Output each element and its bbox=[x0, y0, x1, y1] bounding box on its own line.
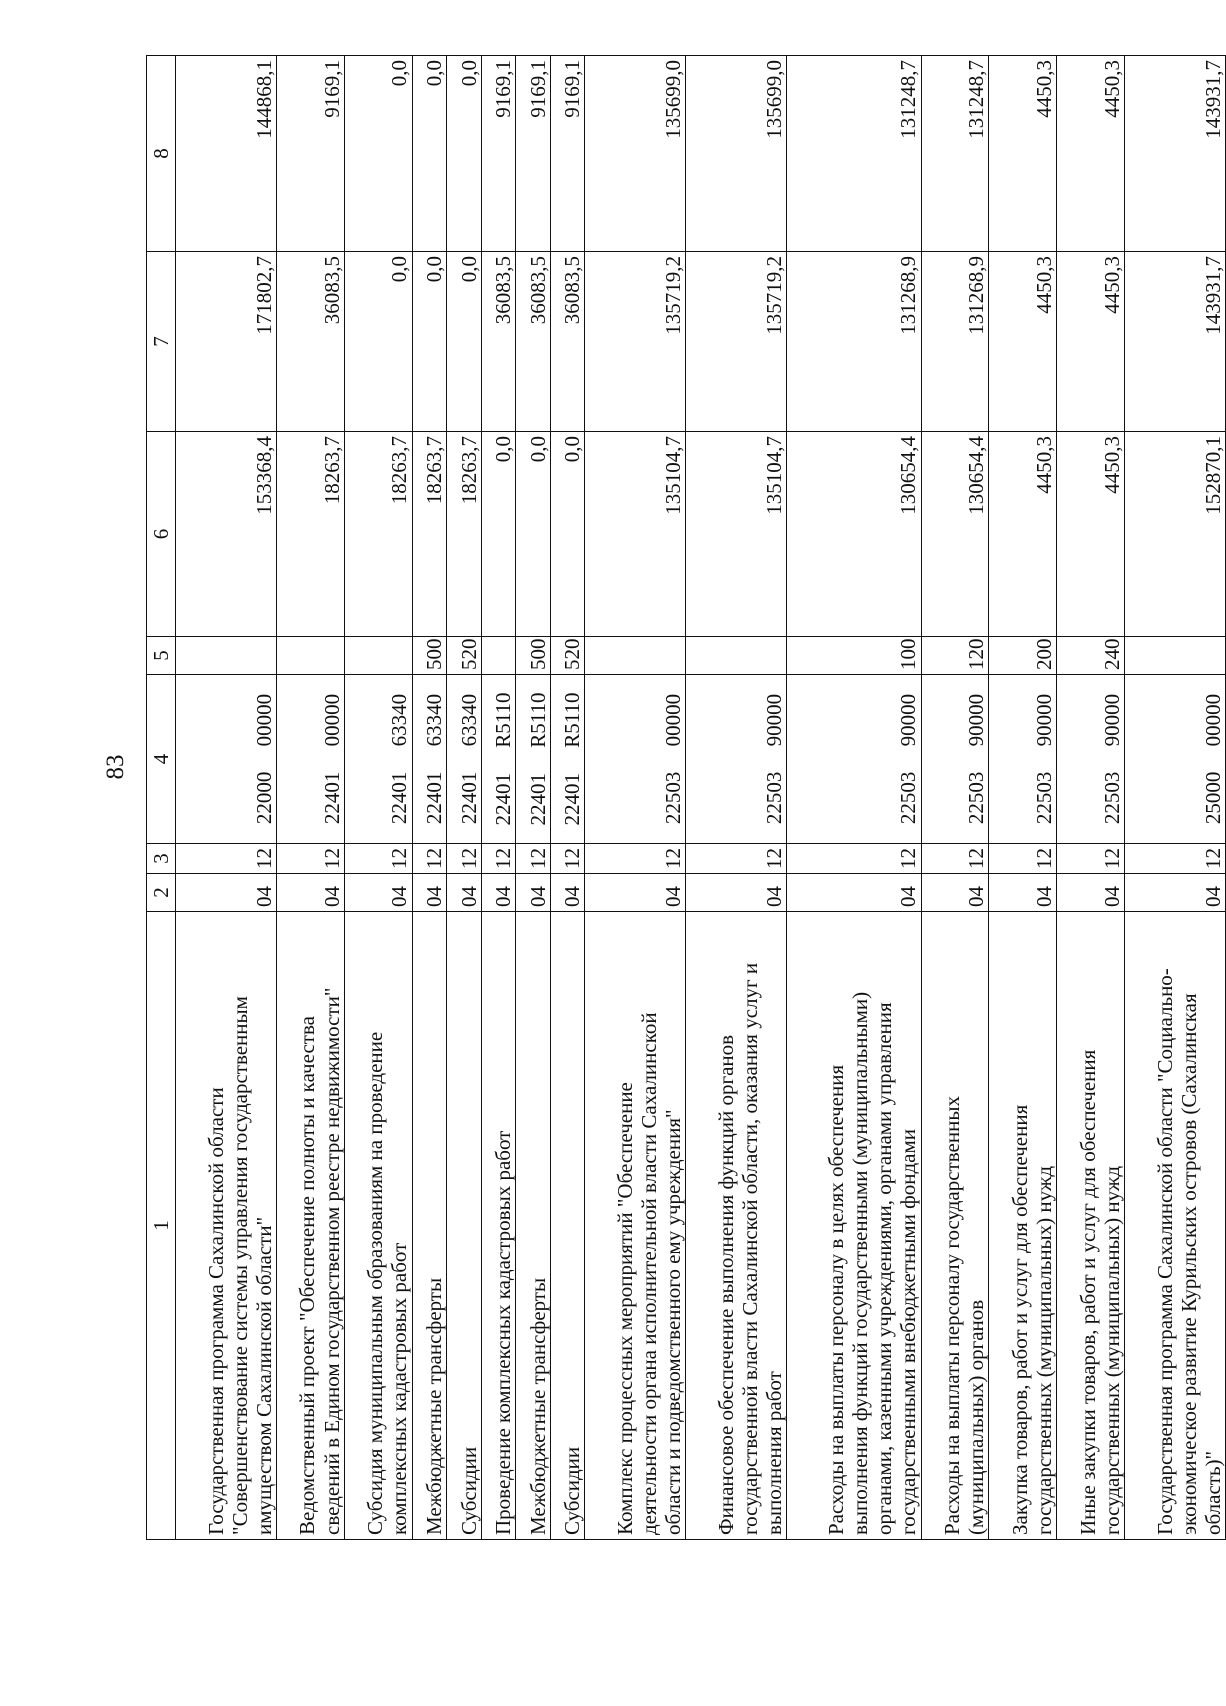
target-article-cell: 22401 63340 bbox=[447, 675, 482, 844]
expense-type-cell bbox=[481, 637, 516, 675]
section-code-cell: 04 bbox=[1057, 874, 1125, 912]
table-row bbox=[1124, 56, 1225, 1540]
row-name-line: Ведомственный проект "Обеспечение полноты и качества bbox=[295, 1016, 320, 1535]
row-name-line: Финансовое обеспечение выполнения функций органов bbox=[713, 1034, 738, 1535]
amount-col6-cell: 4450,3 bbox=[1057, 432, 1125, 637]
amount-col6-cell: 130654,4 bbox=[921, 432, 989, 637]
row-name-line: область)" bbox=[1200, 1450, 1225, 1535]
expense-type-cell: 120 bbox=[921, 637, 989, 675]
row-name-line: Государственная программа Сахалинской области bbox=[203, 1087, 228, 1535]
row-name-cell bbox=[481, 912, 516, 1540]
table-row bbox=[516, 56, 551, 1540]
amount-col6-cell: 18263,7 bbox=[344, 432, 412, 637]
budget-table-rotated bbox=[146, 56, 1226, 1540]
amount-col7-cell: 36083,5 bbox=[550, 252, 585, 432]
amount-col8-cell: 4450,3 bbox=[989, 56, 1057, 252]
row-name-line: выполнения функций государственными (муниципальными) bbox=[848, 991, 873, 1535]
row-name-line: органами, казенными учреждениями, органами управления bbox=[872, 1002, 897, 1535]
subsection-code-cell: 12 bbox=[447, 844, 482, 874]
row-name-cell bbox=[686, 912, 787, 1540]
row-name-line: выполнения работ bbox=[762, 1371, 787, 1535]
amount-col7-cell: 36083,5 bbox=[481, 252, 516, 432]
subsection-code-cell: 12 bbox=[516, 844, 551, 874]
header-col-4: 4 bbox=[147, 675, 176, 844]
amount-col8-cell: 144868,1 bbox=[176, 56, 277, 252]
amount-col7-cell: 135719,2 bbox=[585, 252, 686, 432]
amount-col8-cell: 4450,3 bbox=[1057, 56, 1125, 252]
amount-col6-cell: 0,0 bbox=[550, 432, 585, 637]
row-name-cell bbox=[176, 912, 277, 1540]
amount-col7-cell: 131268,9 bbox=[787, 252, 921, 432]
row-name-cell bbox=[344, 912, 412, 1540]
amount-col8-cell: 9169,1 bbox=[550, 56, 585, 252]
amount-col8-cell: 0,0 bbox=[344, 56, 412, 252]
subsection-code-cell: 12 bbox=[787, 844, 921, 874]
table-row bbox=[921, 56, 989, 1540]
subsection-code-cell: 12 bbox=[1124, 844, 1225, 874]
expense-type-cell: 520 bbox=[550, 637, 585, 675]
row-name-line: Субсидии bbox=[560, 1446, 585, 1535]
subsection-code-cell: 12 bbox=[276, 844, 344, 874]
amount-col8-cell: 9169,1 bbox=[516, 56, 551, 252]
budget-table-body bbox=[147, 56, 1226, 1540]
section-code-cell: 04 bbox=[585, 874, 686, 912]
row-name-line: экономическое развитие Курильских островов (Сахалинская bbox=[1176, 993, 1201, 1535]
amount-col7-cell: 131268,9 bbox=[921, 252, 989, 432]
target-article-cell: 22503 90000 bbox=[787, 675, 921, 844]
table-row bbox=[686, 56, 787, 1540]
amount-col8-cell: 143931,7 bbox=[1124, 56, 1225, 252]
expense-type-cell bbox=[344, 637, 412, 675]
target-article-cell: 22401 R5110 bbox=[481, 675, 516, 844]
expense-type-cell: 520 bbox=[447, 637, 482, 675]
expense-type-cell bbox=[585, 637, 686, 675]
amount-col7-cell: 0,0 bbox=[447, 252, 482, 432]
target-article-cell: 22401 R5110 bbox=[550, 675, 585, 844]
target-article-cell: 22503 90000 bbox=[989, 675, 1057, 844]
row-name-cell bbox=[1057, 912, 1125, 1540]
amount-col6-cell: 152870,1 bbox=[1124, 432, 1225, 637]
target-article-cell: 22503 90000 bbox=[686, 675, 787, 844]
subsection-code-cell: 12 bbox=[344, 844, 412, 874]
amount-col8-cell: 9169,1 bbox=[481, 56, 516, 252]
amount-col8-cell: 131248,7 bbox=[787, 56, 921, 252]
section-code-cell: 04 bbox=[276, 874, 344, 912]
amount-col6-cell: 130654,4 bbox=[787, 432, 921, 637]
section-code-cell: 04 bbox=[550, 874, 585, 912]
row-name-line: государственными внебюджетными фондами bbox=[896, 1128, 921, 1535]
row-name-line: комплексных кадастровых работ bbox=[387, 1242, 412, 1535]
amount-col6-cell: 18263,7 bbox=[447, 432, 482, 637]
header-col-6: 6 bbox=[147, 432, 176, 637]
amount-col6-cell: 18263,7 bbox=[276, 432, 344, 637]
amount-col7-cell: 0,0 bbox=[412, 252, 447, 432]
section-code-cell: 04 bbox=[344, 874, 412, 912]
header-col-1: 1 bbox=[147, 912, 176, 1540]
header-col-2: 2 bbox=[147, 874, 176, 912]
target-article-cell: 22000 00000 bbox=[176, 675, 277, 844]
section-code-cell: 04 bbox=[787, 874, 921, 912]
amount-col8-cell: 0,0 bbox=[447, 56, 482, 252]
amount-col8-cell: 9169,1 bbox=[276, 56, 344, 252]
table-row bbox=[447, 56, 482, 1540]
row-name-line: "Совершенствование системы управления государственным bbox=[227, 996, 252, 1535]
expense-type-cell: 200 bbox=[989, 637, 1057, 675]
row-name-line: деятельности органа исполнительной власти Сахалинской bbox=[637, 1012, 662, 1535]
table-row bbox=[412, 56, 447, 1540]
table-row bbox=[176, 56, 277, 1540]
row-name-line: Расходы на выплаты персоналу в целях обеспечения bbox=[824, 1064, 849, 1535]
table-row bbox=[1057, 56, 1125, 1540]
table-header-row bbox=[147, 56, 176, 1540]
row-name-cell bbox=[412, 912, 447, 1540]
expense-type-cell: 500 bbox=[412, 637, 447, 675]
row-name-cell bbox=[989, 912, 1057, 1540]
row-name-cell bbox=[787, 912, 921, 1540]
row-name-line: Иные закупки товаров, работ и услуг для обеспечения bbox=[1075, 1049, 1100, 1535]
amount-col8-cell: 135699,0 bbox=[686, 56, 787, 252]
row-name-line: Государственная программа Сахалинской области "Социально- bbox=[1152, 968, 1177, 1535]
target-article-cell: 22401 00000 bbox=[276, 675, 344, 844]
amount-col7-cell: 171802,7 bbox=[176, 252, 277, 432]
header-col-3: 3 bbox=[147, 844, 176, 874]
expense-type-cell bbox=[176, 637, 277, 675]
row-name-line: Расходы на выплаты персоналу государственных bbox=[940, 1096, 965, 1535]
amount-col7-cell: 135719,2 bbox=[686, 252, 787, 432]
expense-type-cell bbox=[1124, 637, 1225, 675]
amount-col6-cell: 18263,7 bbox=[412, 432, 447, 637]
section-code-cell: 04 bbox=[516, 874, 551, 912]
row-name-line: Комплекс процессных мероприятий "Обеспечение bbox=[613, 1082, 637, 1535]
row-name-line: Проведение комплексных кадастровых работ bbox=[491, 1130, 516, 1535]
header-col-8: 8 bbox=[147, 56, 176, 252]
row-name-line: государственных (муниципальных) нужд bbox=[1099, 1165, 1124, 1535]
header-col-5: 5 bbox=[147, 637, 176, 675]
amount-col6-cell: 135104,7 bbox=[686, 432, 787, 637]
expense-type-cell: 500 bbox=[516, 637, 551, 675]
amount-col6-cell: 0,0 bbox=[481, 432, 516, 637]
subsection-code-cell: 12 bbox=[921, 844, 989, 874]
expense-type-cell: 240 bbox=[1057, 637, 1125, 675]
amount-col6-cell: 0,0 bbox=[516, 432, 551, 637]
section-code-cell: 04 bbox=[989, 874, 1057, 912]
table-row bbox=[550, 56, 585, 1540]
section-code-cell: 04 bbox=[921, 874, 989, 912]
expense-type-cell: 100 bbox=[787, 637, 921, 675]
target-article-cell: 22401 63340 bbox=[344, 675, 412, 844]
section-code-cell: 04 bbox=[686, 874, 787, 912]
budget-table bbox=[146, 55, 1226, 1540]
row-name-cell bbox=[921, 912, 989, 1540]
row-name-line: сведений в Едином государственном реестре недвижимости" bbox=[319, 987, 344, 1535]
amount-col7-cell: 4450,3 bbox=[989, 252, 1057, 432]
row-name-cell bbox=[550, 912, 585, 1540]
row-name-line: (муниципальных) органов bbox=[964, 1299, 989, 1535]
section-code-cell: 04 bbox=[412, 874, 447, 912]
table-row bbox=[787, 56, 921, 1540]
amount-col8-cell: 135699,0 bbox=[585, 56, 686, 252]
expense-type-cell bbox=[276, 637, 344, 675]
section-code-cell: 04 bbox=[481, 874, 516, 912]
header-col-7: 7 bbox=[147, 252, 176, 432]
subsection-code-cell: 12 bbox=[585, 844, 686, 874]
row-name-cell bbox=[1124, 912, 1225, 1540]
amount-col8-cell: 0,0 bbox=[412, 56, 447, 252]
subsection-code-cell: 12 bbox=[412, 844, 447, 874]
subsection-code-cell: 12 bbox=[481, 844, 516, 874]
expense-type-cell bbox=[686, 637, 787, 675]
subsection-code-cell: 12 bbox=[1057, 844, 1125, 874]
row-name-line: Субсидии bbox=[456, 1446, 481, 1535]
amount-col7-cell: 36083,5 bbox=[276, 252, 344, 432]
amount-col8-cell: 131248,7 bbox=[921, 56, 989, 252]
row-name-line: государственной власти Сахалинской области, оказания услуг и bbox=[738, 962, 763, 1535]
target-article-cell: 22503 90000 bbox=[921, 675, 989, 844]
target-article-cell: 25000 00000 bbox=[1124, 675, 1225, 844]
section-code-cell: 04 bbox=[176, 874, 277, 912]
section-code-cell: 04 bbox=[447, 874, 482, 912]
row-name-line: области и подведомственного ему учреждения" bbox=[661, 1109, 686, 1535]
table-row bbox=[276, 56, 344, 1540]
row-name-cell bbox=[447, 912, 482, 1540]
row-name-line: Субсидия муниципальным образованиям на проведение bbox=[363, 1031, 388, 1535]
subsection-code-cell: 12 bbox=[686, 844, 787, 874]
page-number: 83 bbox=[102, 754, 129, 780]
row-name-line: государственных (муниципальных) нужд bbox=[1032, 1165, 1057, 1535]
subsection-code-cell: 12 bbox=[550, 844, 585, 874]
target-article-cell: 22401 63340 bbox=[412, 675, 447, 844]
section-code-cell: 04 bbox=[1124, 874, 1225, 912]
target-article-cell: 22503 00000 bbox=[585, 675, 686, 844]
table-row bbox=[585, 56, 686, 1540]
amount-col7-cell: 4450,3 bbox=[1057, 252, 1125, 432]
amount-col6-cell: 135104,7 bbox=[585, 432, 686, 637]
amount-col6-cell: 153368,4 bbox=[176, 432, 277, 637]
target-article-cell: 22401 R5110 bbox=[516, 675, 551, 844]
amount-col7-cell: 0,0 bbox=[344, 252, 412, 432]
row-name-line: Межбюджетные трансферты bbox=[421, 1277, 446, 1535]
table-row bbox=[344, 56, 412, 1540]
row-name-line: имуществом Сахалинской области" bbox=[251, 1216, 276, 1535]
row-name-cell bbox=[516, 912, 551, 1540]
amount-col7-cell: 36083,5 bbox=[516, 252, 551, 432]
subsection-code-cell: 12 bbox=[989, 844, 1057, 874]
table-row bbox=[481, 56, 516, 1540]
subsection-code-cell: 12 bbox=[176, 844, 277, 874]
row-name-line: Закупка товаров, работ и услуг для обеспечения bbox=[1007, 1104, 1032, 1535]
target-article-cell: 22503 90000 bbox=[1057, 675, 1125, 844]
table-row bbox=[989, 56, 1057, 1540]
row-name-cell bbox=[276, 912, 344, 1540]
row-name-line: Межбюджетные трансферты bbox=[525, 1277, 550, 1535]
amount-col7-cell: 143931,7 bbox=[1124, 252, 1225, 432]
amount-col6-cell: 4450,3 bbox=[989, 432, 1057, 637]
row-name-cell bbox=[585, 912, 686, 1540]
